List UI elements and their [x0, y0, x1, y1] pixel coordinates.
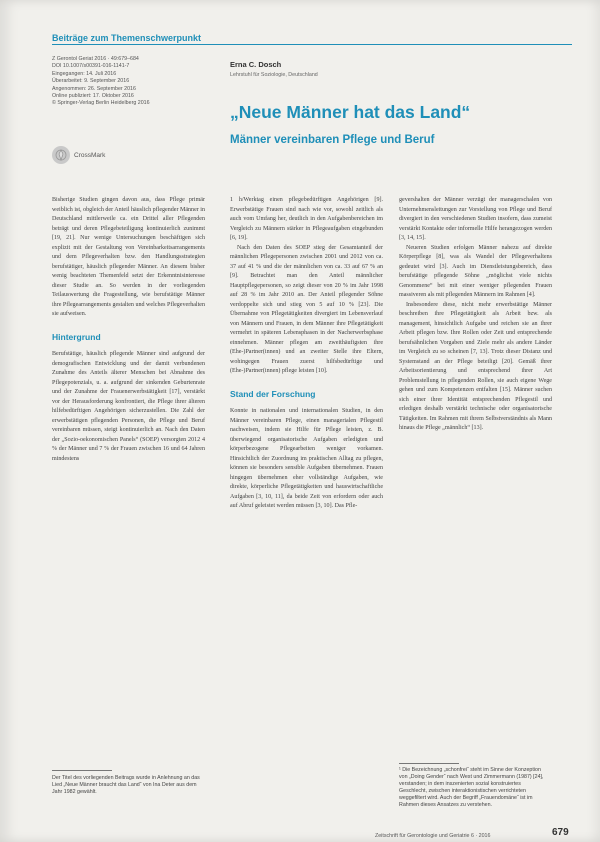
article-metadata: [52, 56, 227, 108]
heading-background: Hintergrund: [52, 331, 101, 342]
body-paragraph: 1 h/Werktag einen pflegebedürftigen Angehörigen [9]. Erwerbstätige Frauen sind nach wie vor, sowohl zeitlich als auch vom Umfang her, deutlich in den Aufgabenbereichen im Vergleich zu Männern stärker in Pflegeaufgaben eingebunden [6, 19].: [230, 197, 383, 241]
heading-research: Stand der Forschung: [230, 388, 316, 399]
intro-paragraph: Bisherige Studien gingen davon aus, dass Pflege primär weiblich ist, obgleich der Anteil häuslich pflegender Männer in Deutschland mittlerweile ca. ein Drittel aller Pflegenden beträgt und deren Pflegebeteiligung kontinuierlich zunimmt [19, 21]. Nur wenige Untersuchungen beschäftigen sich explizit mit der Gestaltung von Vereinbarkeitsarrangements und dem Pflegeverhalten bzw. den Handlungsstrategien berufstätiger, häuslich pflegender Männer. An diesem bisher wenig beachteten Themenfeld setzt der Erkenntnisinteresse dieser Studie an. So werden in der vorliegenden Teilauswertung die Fragestellung, wie berufstätige Männer ihre Pflegearrangements gestalten und welches Pflegeverhalten sie aufweisen.: [52, 197, 205, 317]
meta-line: © Springer-Verlag Berlin Heidelberg 2016: [52, 100, 150, 107]
column-1: [52, 196, 205, 464]
crossmark-icon: [52, 146, 70, 164]
body-paragraph: gevershalten der Männer verzügt der managerschalen von Unternehmensleitungen zur Vorstellung von Pflege und Beruf divergiert in den verschiedenen Studien insofern, dass zumeist verstärkt Kontakte oder informelle Hilfe herangezogen werden [3, 14, 15].: [399, 197, 552, 241]
page-number: 679: [552, 827, 569, 838]
meta-line: Z Gerontol Geriat 2016 · 49:679–684: [52, 56, 139, 62]
crossmark-label: CrossMark: [74, 151, 106, 159]
meta-line: Eingegangen: 14. Juli 2016: [52, 70, 117, 77]
meta-line: DOI 10.1007/s00391-016-1141-7: [52, 63, 130, 70]
crossmark-badge[interactable]: [52, 146, 105, 164]
section-header: [52, 28, 572, 45]
journal-footer: Zeitschrift für Gerontologie und Geriatrie 6 · 2016: [375, 833, 491, 839]
body-paragraph: Neueren Studien erfolgen Männer nahezu auf direkte Körperpflege [8], was als Wandel der Pflegeverhaltens gedeutet wird [3]. Auch im Dienstleistungsbereich, dass berufstätige pflegende Söhne „möglichst viele nichts Genommene“ bei mit einer weniger pflegenden Frauen massiveren als mit pflegenden Männern im Rahmen [4].: [399, 244, 552, 298]
meta-line: Online publiziert: 17. Oktober 2016: [52, 93, 134, 100]
meta-line: Angenommen: 26. September 2016: [52, 85, 136, 92]
footnote-divider: [52, 770, 112, 771]
column-3: [399, 196, 552, 434]
body-paragraph: Nach den Daten des SOEP stieg der Gesamtanteil der männlichen Pflegepersonen zwischen 2001 und 2012 von ca. 37 auf 41 % und die der männlichen von ca. 33 auf 67 % an [9]. Betrachtet man den Anteil männlicher Hauptpflegepersonen, so zeigt dieser von 20 % im Jahr 1998 auf 28 % im Jahr 2010 an. Der Anteil pflegender Söhne verdoppelte sich und stieg von 5 auf 10 % [23]. Die Übernahme von Pflegetätigkeiten divergiert im Lebensverlauf von Männern und Frauen, in dem Männer ihre Pflegetätigkeit vermehrt in späteren Lebensphasen in der Nacherwerbsphase einnehmen. Männer pflegen am zweithäufigsten ihre (Ehe-)Partner(innen) und an zweiter Stelle ihre Eltern, wohingegen Frauen zuerst hilfsbedürftige und (Ehe-)Partner(innen) pflege leisten [10].: [230, 244, 383, 374]
article-title: „Neue Männer hat das Land“: [230, 102, 471, 122]
article-subtitle: Männer vereinbaren Pflege und Beruf: [230, 134, 435, 146]
author-name: Erna C. Dosch: [230, 60, 282, 69]
meta-line: Überarbeitet: 9. September 2016: [52, 78, 130, 85]
gender-footnote: ¹ Die Bezeichnung „schonfrei“ steht im Sinne der Konzeption von „Doing Gender“ nach West und Zimmermann (1987) [24], verstanden; in dem inszenierten sozial konstruiertes Geschlecht, zwischen interaktionistischen verrichteten weggefiltert wird. Auch der Begriff „Frauendomäne“ ist im Rahmen dieses Ansatzes zu verstehen.: [399, 767, 544, 808]
footnote-divider: [399, 763, 459, 764]
background-paragraph: Berufstätige, häuslich pflegende Männer sind aufgrund der demografischen Entwicklung und der damit verbundenen Zunahme des Anteils älterer Menschen bei Abnahme des Pflegepotenzials, u. a. aufgrund der sinkenden Geburtenrate und der Zunahme der Frauenerwerbstätigkeit [17], verstärkt vor der Herausforderung konfrontiert, die Pflege ihrer älteren hilfebedürftigen Angehörigen sicherzustellen. Die Zahl der erwerbstätigen pflegenden Personen, die Pflege und Beruf vereinbaren müssen, steigt kontinuierlich an. Nach den Daten der „Sozio-oekonomischen Panels“ (SOEP) versorgten 2012 4 % der Männer und 7 % der Frauen zwischen 16 und 64 Jahren mindestens: [52, 351, 205, 462]
title-footnote: Der Titel des vorliegenden Beitrags wurde in Anlehnung an das Lied „Neue Männer braucht das Land“ von Ina Deter aus dem Jahr 1982 gewählt.: [52, 775, 200, 795]
section-title: Beiträge zum Themenschwerpunkt: [52, 33, 202, 43]
research-paragraph: Konnte in nationalen und internationalen Studien, in den Männer vereinbaren Pflege, einen managerialen Pflegestil nachweisen, indem sie Hilfe für Pflege leisten, z. B. überwiegend organisatorische Aufgaben erledigten und körperbezogene Pflegearbeiten weniger vorkamen. Hinsichtlich der Zuordnung im praktischen Alltag zu pflegen, können sie besonders sensible Aufgaben übernehmen. Frauen hingegen übernehmen eher vollständige Aufgaben, wie direkte, körperliche Pflegetätigkeiten und hauswirtschaftliche Aufgaben [3, 10, 11], da beide Zeit von erfordern oder auch auf Abruf geleistet werden müssen [3, 10]. Das Pfle-: [230, 408, 383, 509]
author-affiliation: Lehrstuhl für Soziologie, Deutschland: [230, 72, 318, 78]
column-2: [230, 196, 383, 512]
body-paragraph: Insbesondere diese, nicht mehr erwerbstätige Männer beschreiben ihre Pflegetätigkeit als Arbeit bzw. als management, hinsichtlich Aufgabe und reichen sie an ihrer Arbeit pflegen bzw. Ihre Rollen oder Zeit und entsprechende berufsähnlichen Vorgaben und Ziele mehr als andere Länder im Vergleich zu so scheinen [7, 13]. Trotz dieser Distanz und Systemstand an der Pflege beteiligt [20]. Gemäß ihrer Arbeitsorientierung und entsprechend ihrer Art Problemstellung in pflegenden Rollen, sie auch eigene Wege gehen und zum Kompetenzen entfalten [15]. Männer suchen sich einer ihrer Identität entsprechenden Pflegestil und erledigen deshalb verstärkt technische oder organisatorische Tätigkeiten. Im Rahmen mit ihrem Selbstverständnis als Mann hinaus die Pflege „männlich“ [13].: [399, 301, 552, 431]
